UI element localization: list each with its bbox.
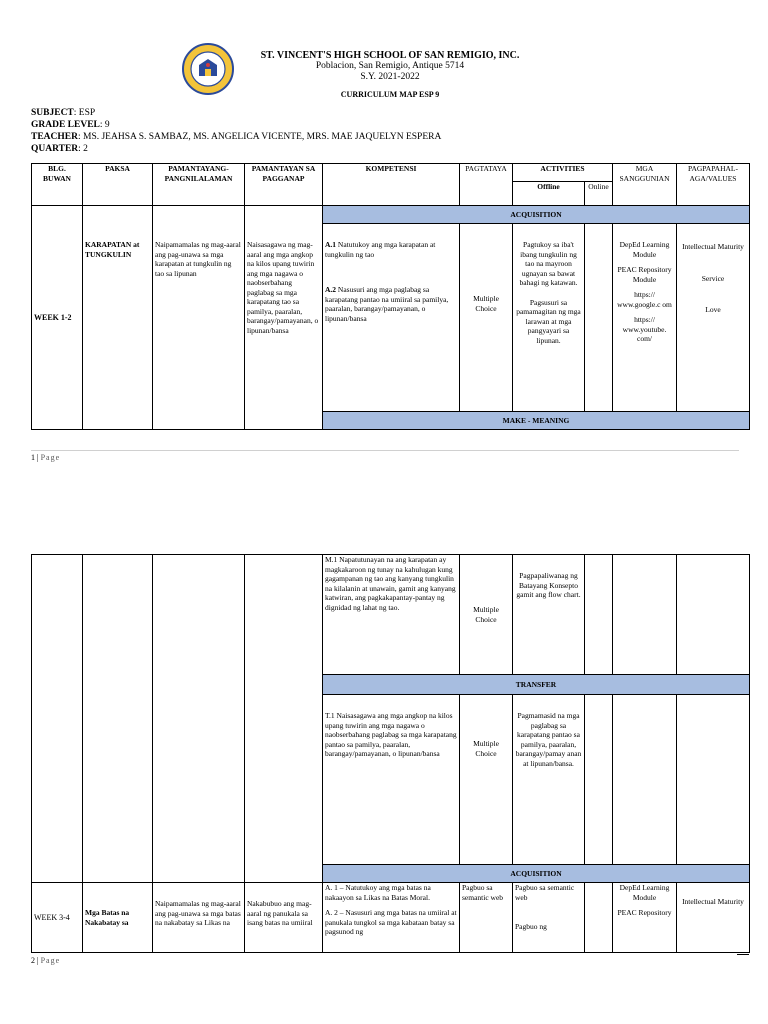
band-acquisition-2: ACQUISITION <box>323 865 750 883</box>
p2-week-3-4-pagganap-cell <box>245 883 323 953</box>
band-make-meaning-1: MAKE - MEANING <box>323 412 750 430</box>
komp-t1-text: T.1 Naisasagawa ang mga angkop na kilos upang tuwirin ang mga nagawa o naobserbahang paglabag sa mga karapatang pantao sa pamilya, paaralan, barangay/pamayanan, o lipunan/bansa <box>325 711 457 758</box>
page-sep-2: | <box>35 956 41 965</box>
komp-a1-label: A.1 <box>325 240 337 249</box>
week-1-2-label <box>32 206 83 430</box>
komp-a1-week-3-4: A. 1 – Natutukoy ang mga batas na nakaayon sa Likas na Batas Moral. <box>325 883 431 902</box>
week-1-2-pagtataya: Multiple Choice <box>473 294 499 313</box>
col-pagtataya: PAGTATAYA <box>460 164 513 206</box>
col-online: Online <box>585 182 613 206</box>
teacher-value: : MS. JEAHSA S. SAMBAZ, MS. ANGELICA VICENTE, MRS. MAE JAQUELYN ESPERA <box>77 132 442 142</box>
week-1-2-pagganap-cell <box>245 206 323 430</box>
col-offline: Offline <box>513 182 585 206</box>
teacher-label: TEACHER <box>31 132 78 142</box>
p2-m1-values-cell <box>677 555 750 675</box>
school-header <box>210 50 570 100</box>
col-activities: ACTIVITIES <box>513 164 613 182</box>
value-intellectual-maturity: Intellectual Maturity <box>682 242 744 251</box>
week-1-2-pagtataya-cell <box>460 224 513 412</box>
week-3-4-pamantayang: Naipamamalas ng mag-aaral ang pag-unawa sa mga batas na nakabatay sa Likas na <box>155 899 241 927</box>
p2-blg-cell <box>32 555 83 883</box>
page-1 <box>0 0 768 470</box>
page-footer-1 <box>31 453 60 462</box>
p2-t1-offline-cell <box>513 695 585 865</box>
week-3-4-pagganap: Nakabubuo ang mag-aaral ng panukala sa isang batas na umiiral <box>247 899 313 927</box>
curriculum-table-page-2 <box>31 554 750 953</box>
band-acquisition-1: ACQUISITION <box>323 206 750 224</box>
curriculum-table-page-1 <box>31 163 750 430</box>
p2-t1-sanggunian-cell <box>613 695 677 865</box>
p2-week-3-4-pamantayang-cell <box>153 883 245 953</box>
value-love: Love <box>705 305 721 314</box>
week-3-4-sanggunian-2: PEAC Repository <box>617 908 672 917</box>
komp-a2-text: Nasusuri ang mga paglabag sa karapatang pantao na umiiral sa pamilya, paaralan, barangay/pamayanan, o lipunan/bansa <box>325 285 449 323</box>
p2-paksa-cell <box>83 555 153 883</box>
p2-week-3-4-values-cell <box>677 883 750 953</box>
week-3-4-value-1: Intellectual Maturity <box>682 897 744 906</box>
week-3-4-pagtataya: Pagbuo sa semantic web <box>462 883 504 902</box>
document-title: CURRICULUM MAP ESP 9 <box>340 90 440 99</box>
col-paksa: PAKSA <box>83 164 153 206</box>
p2-week-3-4-online-cell <box>585 883 613 953</box>
sanggunian-deped-module: DepEd Learning Module <box>619 240 670 259</box>
p2-m1-offline-cell <box>513 555 585 675</box>
grade-value: : 9 <box>99 120 110 130</box>
p2-week-3-4-kompetensi <box>323 883 460 953</box>
week-1-2-offline-1: Pagtukoy sa iba't ibang tungkulin ng tao na mayroon ugnayan sa bawat bahagi ng katawan. <box>519 240 578 287</box>
week-1-2-sanggunian-cell <box>613 224 677 412</box>
subject-value: : ESP <box>73 108 96 118</box>
week-1-2-pamantayang-cell <box>153 206 245 430</box>
p2-t1-pagtataya-cell <box>460 695 513 865</box>
week-1-2-offline-cell <box>513 224 585 412</box>
week-1-2-text: WEEK 1-2 <box>34 312 72 322</box>
week-1-2-kompetensi <box>323 224 460 412</box>
col-mga-sanggunian: MGA SANGGUNIAN <box>613 164 677 206</box>
page-word-1: Page <box>40 453 61 462</box>
week-1-2-paksa-cell <box>83 206 153 430</box>
komp-a1-text: Natutukoy ang mga karapatan at tungkulin ng tao <box>325 240 436 259</box>
value-service: Service <box>701 273 725 283</box>
p2-m1-online-cell <box>585 555 613 675</box>
p2-week-3-4-cell <box>32 883 83 953</box>
page-gap <box>0 470 768 552</box>
p2-m1-kompetensi <box>323 555 460 675</box>
komp-a2-label: A.2 <box>325 285 337 294</box>
week-1-2-values-cell <box>677 224 750 412</box>
school-address: Poblacion, San Remigio, Antique 5714 <box>315 61 465 71</box>
p2-m1-pagtataya-cell <box>460 555 513 675</box>
p2-m1-sanggunian-cell <box>613 555 677 675</box>
t1-pagtataya: Multiple Choice <box>473 739 499 758</box>
document-meta <box>31 107 441 155</box>
week-1-2-offline-2: Pagsusuri sa pamamagitan ng mga larawan at mga pangyayari sa lipunan. <box>516 297 581 345</box>
footer-rule-2 <box>737 954 749 955</box>
week-1-2-pagganap: Naisasagawa ng mag-aaral ang mga angkop na kilos upang tuwirin ang mga nagawa o naobserbahang paglabag sa mga karapatang tao sa pamilya, paaralan, barangay/pamayanan, o lipunan/bansa <box>247 240 319 335</box>
m1-offline: Pagpapaliwanag ng Batayang Konsepto gamit ang flow chart. <box>516 571 581 599</box>
footer-rule-1 <box>31 450 739 451</box>
p2-t1-values-cell <box>677 695 750 865</box>
p2-t1-online-cell <box>585 695 613 865</box>
p2-week-3-4-offline-cell <box>513 883 585 953</box>
page-word-2: Page <box>40 956 61 965</box>
week-1-2-pamantayang: Naipamamalas ng mag-aaral ang pag-unawa sa mga karapatan at tungkulin ng tao sa lipunan <box>155 240 241 278</box>
page-number-2: 2 <box>31 956 35 965</box>
band-transfer: TRANSFER <box>323 675 750 695</box>
col-pagpapahalaga: PAGPAPAHAL-AGA/VALUES <box>677 164 750 206</box>
p2-week-3-4-pagtataya-cell <box>460 883 513 953</box>
p2-t1-kompetensi <box>323 695 460 865</box>
week-1-2-online-cell <box>585 224 613 412</box>
p2-pamantayang-cell <box>153 555 245 883</box>
week-3-4-offline-2: Pagbuo ng <box>515 922 547 931</box>
col-pamantayang-pangnilalaman: PAMANTAYANG-PANGNILALAMAN <box>153 164 245 206</box>
m1-pagtataya: Multiple Choice <box>473 605 499 624</box>
week-3-4-paksa: Mga Batas na Nakabatay sa <box>85 908 130 927</box>
p2-week-3-4-sanggunian-cell <box>613 883 677 953</box>
week-3-4-sanggunian-1: DepEd Learning Module <box>619 883 670 902</box>
col-pamantayan-sa-pagganap: PAMANTAYAN SA PAGGANAP <box>245 164 323 206</box>
page-number-1: 1 <box>31 453 35 462</box>
p2-pagganap-cell <box>245 555 323 883</box>
week-3-4-label: WEEK 3-4 <box>34 912 70 922</box>
sanggunian-google-link[interactable]: https:// www.google.c om <box>617 290 672 309</box>
week-1-2-paksa: KARAPATAN at TUNGKULIN <box>85 240 140 259</box>
quarter-value: : 2 <box>78 144 88 154</box>
page-sep-1: | <box>35 453 41 462</box>
grade-label: GRADE LEVEL <box>31 120 100 130</box>
quarter-label: QUARTER <box>31 144 79 154</box>
t1-offline: Pagmamasid na mga paglabag sa karapatang pantao sa pamilya, paaralan, barangay/pamay anan at lipunan/bansa. <box>515 711 582 768</box>
school-name: ST. VINCENT'S HIGH SCHOOL OF SAN REMIGIO, INC. <box>260 50 520 61</box>
week-3-4-offline-1: Pagbuo sa semantic web <box>515 883 575 902</box>
sanggunian-youtube-link[interactable]: https:// www.youtube. com/ <box>622 315 667 343</box>
subject-label: SUBJECT <box>31 108 74 118</box>
komp-a2-week-3-4: A. 2 – Nasusuri ang mga batas na umiiral at panukala tungkol sa mga kabataan batay sa pagsunod ng <box>325 908 457 936</box>
page-footer-2 <box>31 956 60 965</box>
col-blg-buwan: BLG. BUWAN <box>32 164 83 206</box>
school-year: S.Y. 2021-2022 <box>360 72 420 82</box>
komp-m1-text: M.1 Napatutunayan na ang karapatan ay magkakaroon ng tunay na kahulugan kung gagampanan ng tao ang kanyang tungkulin na kilalanin at unawain, gamit ang kanyang katwiran, ang pagkakapantay-pantay ng dignidad ng lahat ng tao. <box>325 555 456 612</box>
sanggunian-peac-module: PEAC Repository Module <box>617 265 672 284</box>
col-kompetensi: KOMPETENSI <box>323 164 460 206</box>
p2-week-3-4-paksa-cell <box>83 883 153 953</box>
